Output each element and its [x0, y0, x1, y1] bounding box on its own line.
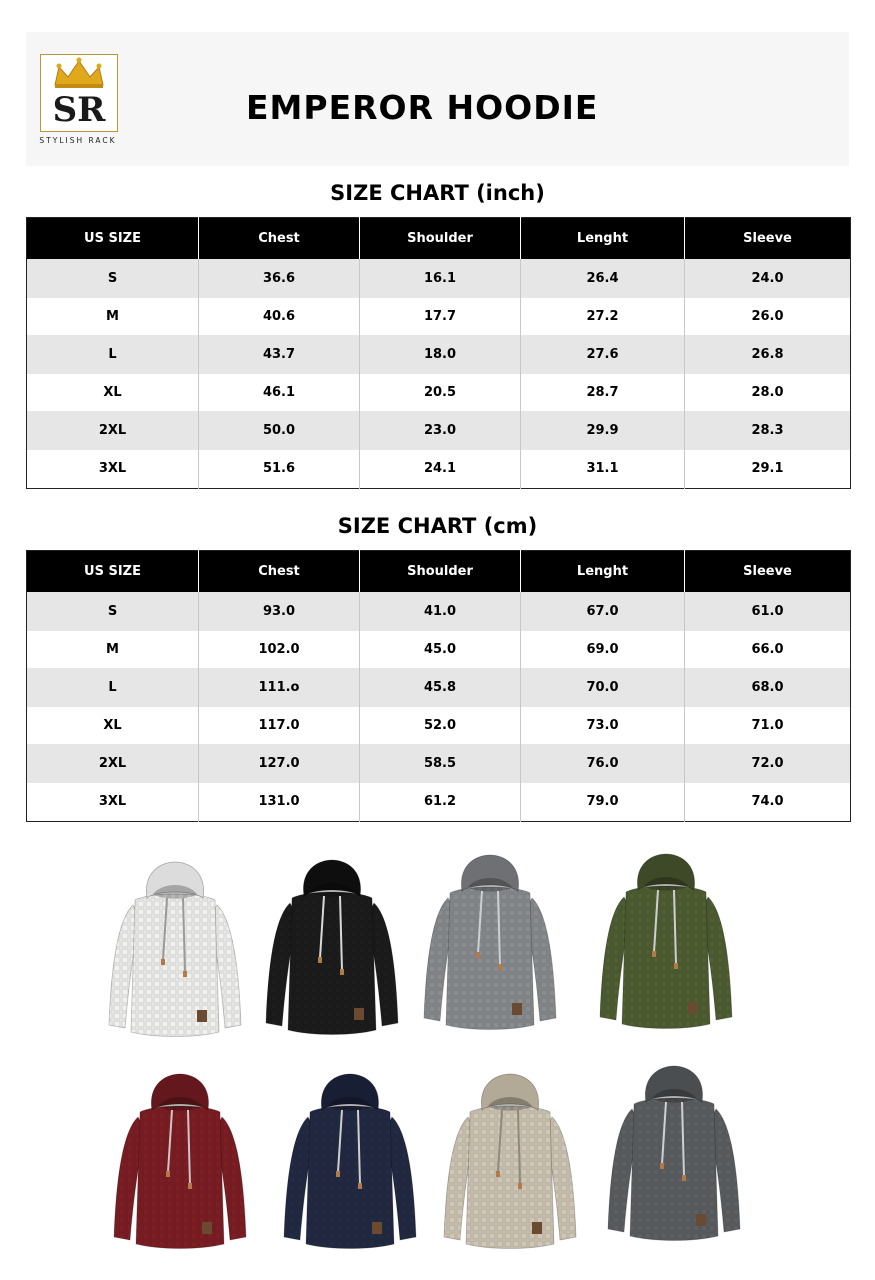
hoodie-army-green-image — [596, 852, 736, 1037]
cell-size: S — [27, 592, 199, 631]
size-chart-inch-table — [26, 217, 851, 489]
table-row — [27, 259, 851, 298]
cell-chest: 102.0 — [199, 631, 360, 668]
cell-shoulder: 52.0 — [360, 707, 521, 744]
hoodie-navy-image — [280, 1072, 420, 1257]
header-sleeve: Sleeve — [685, 218, 851, 260]
cell-sleeve: 28.0 — [685, 374, 851, 411]
table-row — [27, 707, 851, 744]
page-title: EMPEROR HOODIE — [246, 88, 599, 127]
brand-caption: STYLISH RACK — [39, 136, 117, 145]
hoodie-dark-grey-image — [604, 1064, 744, 1249]
cell-shoulder: 18.0 — [360, 335, 521, 374]
table-row — [27, 592, 851, 631]
cell-shoulder: 24.1 — [360, 450, 521, 488]
table-header-row — [27, 551, 851, 593]
cell-length: 27.2 — [521, 298, 685, 335]
size-chart-inch-title: SIZE CHART (inch) — [330, 181, 545, 205]
cell-chest: 93.0 — [199, 592, 360, 631]
table-row — [27, 744, 851, 783]
header-us-size: US SIZE — [27, 551, 199, 593]
cell-sleeve: 29.1 — [685, 450, 851, 488]
header-shoulder: Shoulder — [360, 218, 521, 260]
cell-size: 2XL — [27, 411, 199, 450]
cell-shoulder: 17.7 — [360, 298, 521, 335]
table-row — [27, 411, 851, 450]
cell-size: M — [27, 631, 199, 668]
cell-chest: 51.6 — [199, 450, 360, 488]
header-length: Lenght — [521, 218, 685, 260]
hoodie-white-image — [105, 860, 245, 1045]
table-row — [27, 783, 851, 821]
cell-length: 28.7 — [521, 374, 685, 411]
cell-sleeve: 71.0 — [685, 707, 851, 744]
hoodie-burgundy-image — [110, 1072, 250, 1257]
cell-length: 27.6 — [521, 335, 685, 374]
cell-sleeve: 26.8 — [685, 335, 851, 374]
cell-shoulder: 41.0 — [360, 592, 521, 631]
table-row — [27, 298, 851, 335]
svg-text:SR: SR — [52, 90, 106, 130]
cell-shoulder: 20.5 — [360, 374, 521, 411]
crown-icon — [41, 55, 117, 131]
cell-size: XL — [27, 374, 199, 411]
cell-size: L — [27, 335, 199, 374]
cell-chest: 43.7 — [199, 335, 360, 374]
table-header-row — [27, 218, 851, 260]
cell-length: 79.0 — [521, 783, 685, 821]
cell-chest: 36.6 — [199, 259, 360, 298]
hoodie-black-image — [262, 858, 402, 1043]
size-chart-cm-table — [26, 550, 851, 822]
cell-sleeve: 28.3 — [685, 411, 851, 450]
cell-length: 26.4 — [521, 259, 685, 298]
hoodie-grey-image — [420, 853, 560, 1038]
cell-chest: 131.0 — [199, 783, 360, 821]
header-banner — [26, 32, 849, 166]
cell-length: 67.0 — [521, 592, 685, 631]
hoodie-khaki-image — [440, 1072, 580, 1257]
cell-chest: 50.0 — [199, 411, 360, 450]
cell-sleeve: 26.0 — [685, 298, 851, 335]
cell-shoulder: 45.8 — [360, 668, 521, 707]
table-row — [27, 631, 851, 668]
cell-shoulder: 16.1 — [360, 259, 521, 298]
cell-shoulder: 23.0 — [360, 411, 521, 450]
header-sleeve: Sleeve — [685, 551, 851, 593]
cell-length: 31.1 — [521, 450, 685, 488]
cell-chest: 117.0 — [199, 707, 360, 744]
header-chest: Chest — [199, 551, 360, 593]
cell-sleeve: 72.0 — [685, 744, 851, 783]
cell-sleeve: 68.0 — [685, 668, 851, 707]
cell-chest: 127.0 — [199, 744, 360, 783]
cell-size: 2XL — [27, 744, 199, 783]
table-row — [27, 668, 851, 707]
cell-size: 3XL — [27, 450, 199, 488]
header-chest: Chest — [199, 218, 360, 260]
cell-size: L — [27, 668, 199, 707]
cell-sleeve: 24.0 — [685, 259, 851, 298]
cell-length: 70.0 — [521, 668, 685, 707]
header-shoulder: Shoulder — [360, 551, 521, 593]
cell-length: 29.9 — [521, 411, 685, 450]
cell-size: M — [27, 298, 199, 335]
table-row — [27, 374, 851, 411]
table-row — [27, 335, 851, 374]
cell-size: XL — [27, 707, 199, 744]
cell-chest: 40.6 — [199, 298, 360, 335]
cell-shoulder: 45.0 — [360, 631, 521, 668]
cell-length: 76.0 — [521, 744, 685, 783]
cell-size: S — [27, 259, 199, 298]
cell-length: 73.0 — [521, 707, 685, 744]
size-chart-cm-title: SIZE CHART (cm) — [337, 514, 538, 538]
brand-logo — [40, 54, 118, 132]
cell-shoulder: 58.5 — [360, 744, 521, 783]
cell-sleeve: 66.0 — [685, 631, 851, 668]
table-row — [27, 450, 851, 488]
cell-size: 3XL — [27, 783, 199, 821]
cell-shoulder: 61.2 — [360, 783, 521, 821]
header-us-size: US SIZE — [27, 218, 199, 260]
cell-chest: 111.o — [199, 668, 360, 707]
cell-chest: 46.1 — [199, 374, 360, 411]
cell-sleeve: 61.0 — [685, 592, 851, 631]
cell-length: 69.0 — [521, 631, 685, 668]
header-length: Lenght — [521, 551, 685, 593]
cell-sleeve: 74.0 — [685, 783, 851, 821]
